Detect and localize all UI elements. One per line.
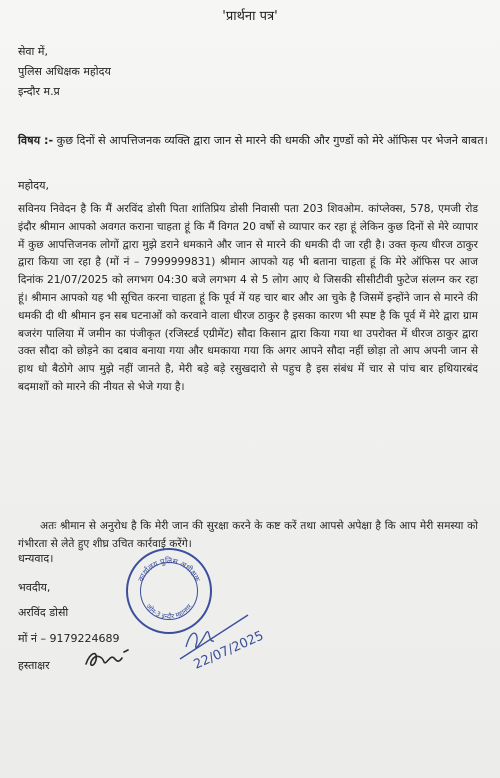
signature-label: हस्ताक्षर [18, 659, 50, 672]
subject-block [18, 130, 488, 151]
subject-text: कुछ दिनों से आपत्तिजनक व्यक्ति द्वारा जान से मारने की धमकी और गुण्डों को मेरे ऑफिस पर भेजने बाबत। [56, 134, 488, 147]
handwritten-date: 22/07/2025 [191, 628, 267, 673]
recipient-line-2: पुलिस अधिक्षक महोदय [18, 65, 111, 78]
svg-text:कार्यालय पुलिस अधीक्षक [136, 556, 202, 583]
subject-label: विषय :- [18, 134, 54, 147]
request-paragraph: अतः श्रीमान से अनुरोध है कि मेरी जान की सुरक्षा करने के कष्ट करें तथा आपसे अपेक्षा है कि आप मेरी समस्या को गंभीरता से लेते हुए शीघ्र उचित कार्रवाई करेंगे। [18, 520, 478, 550]
seal-text-top: कार्यालय पुलिस अधीक्षक [136, 556, 202, 584]
body-paragraph: सविनय निवेदन है कि मैं अरविंद डोसी पिता शांतिप्रिय डोसी निवासी पता 203 शिवओम. कांप्लेक्स, 578, एमजी रोड इंदौर श्रीमान आपको अवगत कराना चाहता हूं कि मैं विगत 20 वर्षो से व्यापार कर रहा हूं लेकिन कुछ दिनों से मेरे व्यापार में कुछ आपत्तिजनक लोगों द्वारा मुझे डराने धमकाने और जान से मारने की धमकी दी जा रही है। उक्त कृत्य धीरज ठाकुर द्वारा किया जा रहा है (मों नं – 7999999831) श्रीमान आपको यह भी बताना चाहता हूं कि मेरे ऑफिस पर आज दिनांक 21/07/2025 को लगभग 04:30 बजे लगभग 4 से 5 लोग आए थे जिसकी सीसीटीवी फुटेज संलग्न कर रहा हूं। श्रीमान आपको यह भी सूचित करना चाहता हूं कि पूर्व में यह चार बार और आ चुके है जिसमें इन्होंने जान से मारने की धमकी दी थी श्रीमान इन सब घटनाओं को करवाने वाला धीरज ठाकुर है इसका कारण भी स्पष्ट है कि पूर्व में मेरे द्वारा ग्राम बजरंग पालिया में जमीन का पंजीकृत (रजिस्टर्ड एग्रीमेंट) सौदा किसान द्वारा किया गया था उपरोक्त में धीरज ठाकुर द्वारा उक्त सौदा को छोड़ने का दबाव बनाया गया और धमकाया गया कि अगर आपने सौदा नहीं छोड़ा तो आप अपनी जान से हाथ धो बैठोगे आप मुझे नहीं जानते है, मेरी बड़े बड़े रसुखदारो से पहुच है इस संबंध में चार से पांच बार हथियारबंद बदमाशों को मारने की नीयत से भेजे गया है। [18, 203, 478, 393]
recipient-line-3: इन्दौर म.प्र [18, 85, 60, 98]
sender-signature [84, 646, 130, 672]
recipient-line-1: सेवा में, [18, 45, 48, 58]
letter-title: 'प्रार्थना पत्र' [222, 9, 278, 24]
closing-thanks: धन्यवाद। [18, 552, 54, 565]
mobile-number: 9179224689 [49, 632, 120, 645]
mobile-label: मों नं – [18, 632, 47, 645]
officer-signature [178, 585, 298, 675]
mobile-line [18, 631, 120, 646]
closing-yours: भवदीय, [18, 581, 51, 594]
salutation: महोदय, [18, 179, 49, 192]
sender-name: अरविंद डोसी [18, 606, 69, 619]
seal-text-bottom: जोन-3 इन्दौर महानगर [144, 602, 194, 621]
